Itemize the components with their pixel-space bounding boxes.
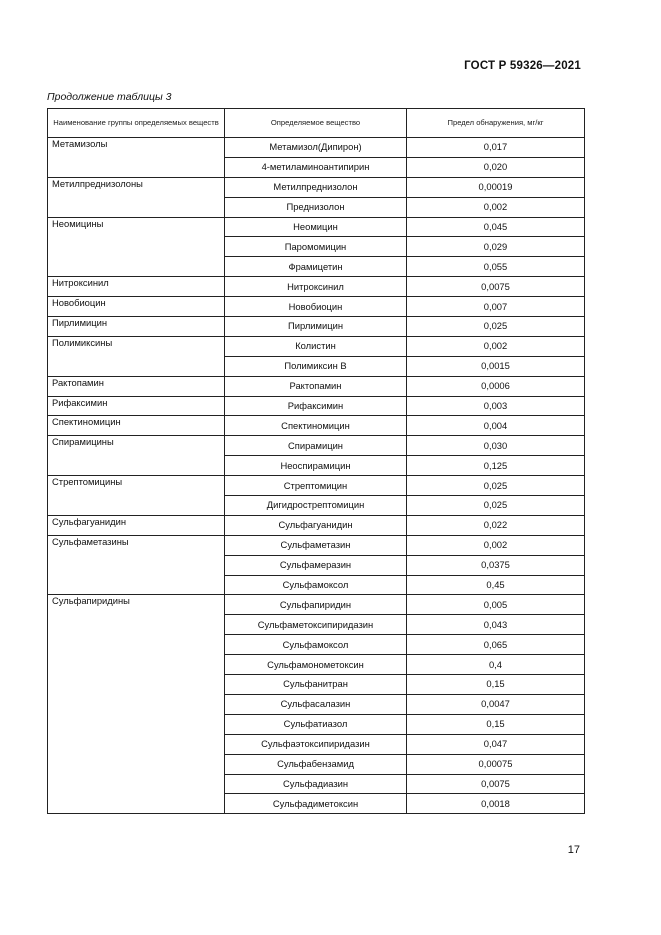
substance-cell: Преднизолон bbox=[225, 197, 407, 217]
group-name-cell: Спектиномицин bbox=[48, 416, 225, 436]
table-row bbox=[48, 277, 585, 297]
substance-cell: Сульфатиазол bbox=[225, 714, 407, 734]
detection-limits-table bbox=[47, 108, 585, 814]
table-caption: Продолжение таблицы 3 bbox=[47, 91, 172, 103]
substance-cell: Сульфамеразин bbox=[225, 555, 407, 575]
detection-limit-cell: 0,002 bbox=[407, 336, 585, 356]
table-row bbox=[48, 336, 585, 356]
substance-cell: Неоспирамицин bbox=[225, 456, 407, 476]
group-name-cell: Нитроксинил bbox=[48, 277, 225, 297]
column-header-limit: Предел обнаружения, мг/кг bbox=[407, 109, 585, 138]
substance-cell: Дигидрострептомицин bbox=[225, 496, 407, 516]
column-header-substance: Определяемое вещество bbox=[225, 109, 407, 138]
detection-limit-cell: 0,002 bbox=[407, 535, 585, 555]
substance-cell: Нитроксинил bbox=[225, 277, 407, 297]
detection-limit-cell: 0,065 bbox=[407, 635, 585, 655]
detection-limit-cell: 0,0006 bbox=[407, 376, 585, 396]
detection-limit-cell: 0,029 bbox=[407, 237, 585, 257]
table-row bbox=[48, 535, 585, 555]
group-name-cell: Пирлимицин bbox=[48, 317, 225, 337]
substance-cell: Сульфамоксол bbox=[225, 635, 407, 655]
table-row bbox=[48, 436, 585, 456]
table-row bbox=[48, 376, 585, 396]
substance-cell: Паромомицин bbox=[225, 237, 407, 257]
substance-cell: Сульфаэтоксипиридазин bbox=[225, 734, 407, 754]
group-name-cell: Спирамицины bbox=[48, 436, 225, 476]
group-name-cell: Метамизолы bbox=[48, 138, 225, 178]
detection-limit-cell: 0,025 bbox=[407, 476, 585, 496]
group-name-cell: Сульфагуанидин bbox=[48, 515, 225, 535]
detection-limit-cell: 0,15 bbox=[407, 714, 585, 734]
substance-cell: Метилпреднизолон bbox=[225, 177, 407, 197]
substance-cell: Сульфаметоксипиридазин bbox=[225, 615, 407, 635]
group-name-cell: Новобиоцин bbox=[48, 297, 225, 317]
detection-limit-cell: 0,043 bbox=[407, 615, 585, 635]
detection-limit-cell: 0,002 bbox=[407, 197, 585, 217]
table-row bbox=[48, 416, 585, 436]
substance-cell: Сульфамоксол bbox=[225, 575, 407, 595]
substance-cell: Новобиоцин bbox=[225, 297, 407, 317]
group-name-cell: Неомицины bbox=[48, 217, 225, 277]
page-number: 17 bbox=[567, 844, 580, 856]
substance-cell: Сульфаметазин bbox=[225, 535, 407, 555]
substance-cell: Сульфапиридин bbox=[225, 595, 407, 615]
detection-limit-cell: 0,022 bbox=[407, 515, 585, 535]
table-row bbox=[48, 177, 585, 197]
substance-cell: Рифаксимин bbox=[225, 396, 407, 416]
detection-limit-cell: 0,004 bbox=[407, 416, 585, 436]
substance-cell: Колистин bbox=[225, 336, 407, 356]
detection-limit-cell: 0,045 bbox=[407, 217, 585, 237]
detection-limit-cell: 0,025 bbox=[407, 496, 585, 516]
table-row bbox=[48, 138, 585, 158]
substance-cell: Сульфадиметоксин bbox=[225, 794, 407, 814]
table-row bbox=[48, 297, 585, 317]
substance-cell: Сульфанитран bbox=[225, 675, 407, 695]
substance-cell: Пирлимицин bbox=[225, 317, 407, 337]
group-name-cell: Сульфаметазины bbox=[48, 535, 225, 595]
column-header-group: Наименование группы определяемых веществ bbox=[48, 109, 225, 138]
table-row bbox=[48, 317, 585, 337]
substance-cell: Стрептомицин bbox=[225, 476, 407, 496]
substance-cell: Сульфагуанидин bbox=[225, 515, 407, 535]
table-row bbox=[48, 515, 585, 535]
substance-cell: Сульфамонометоксин bbox=[225, 655, 407, 675]
substance-cell: Метамизол(Дипирон) bbox=[225, 138, 407, 158]
table-header-row bbox=[48, 109, 585, 138]
detection-limit-cell: 0,0075 bbox=[407, 277, 585, 297]
table-row bbox=[48, 396, 585, 416]
detection-limit-cell: 0,45 bbox=[407, 575, 585, 595]
detection-limit-cell: 0,055 bbox=[407, 257, 585, 277]
detection-limit-cell: 0,017 bbox=[407, 138, 585, 158]
group-name-cell: Рактопамин bbox=[48, 376, 225, 396]
detection-limit-cell: 0,00075 bbox=[407, 754, 585, 774]
detection-limit-cell: 0,00019 bbox=[407, 177, 585, 197]
group-name-cell: Метилпреднизолоны bbox=[48, 177, 225, 217]
substance-cell: Спектиномицин bbox=[225, 416, 407, 436]
detection-limit-cell: 0,007 bbox=[407, 297, 585, 317]
detection-limit-cell: 0,15 bbox=[407, 675, 585, 695]
substance-cell: Сульфабензамид bbox=[225, 754, 407, 774]
substance-cell: Рактопамин bbox=[225, 376, 407, 396]
detection-limit-cell: 0,0375 bbox=[407, 555, 585, 575]
substance-cell: Сульфасалазин bbox=[225, 694, 407, 714]
detection-limit-cell: 0,0075 bbox=[407, 774, 585, 794]
table-body bbox=[48, 138, 585, 814]
detection-limit-cell: 0,4 bbox=[407, 655, 585, 675]
table-row bbox=[48, 476, 585, 496]
substance-cell: Спирамицин bbox=[225, 436, 407, 456]
document-code: ГОСТ Р 59326—2021 bbox=[464, 60, 581, 72]
table-row bbox=[48, 217, 585, 237]
group-name-cell: Стрептомицины bbox=[48, 476, 225, 516]
detection-limit-cell: 0,125 bbox=[407, 456, 585, 476]
group-name-cell: Сульфапиридины bbox=[48, 595, 225, 814]
detection-limit-cell: 0,003 bbox=[407, 396, 585, 416]
detection-limit-cell: 0,025 bbox=[407, 317, 585, 337]
substance-cell: Сульфадиазин bbox=[225, 774, 407, 794]
detection-limit-cell: 0,0047 bbox=[407, 694, 585, 714]
substance-cell: Полимиксин В bbox=[225, 356, 407, 376]
group-name-cell: Полимиксины bbox=[48, 336, 225, 376]
substance-cell: Неомицин bbox=[225, 217, 407, 237]
substance-cell: Фрамицетин bbox=[225, 257, 407, 277]
detection-limit-cell: 0,047 bbox=[407, 734, 585, 754]
detection-limit-cell: 0,005 bbox=[407, 595, 585, 615]
detection-limit-cell: 0,030 bbox=[407, 436, 585, 456]
detection-limit-cell: 0,0018 bbox=[407, 794, 585, 814]
detection-limit-cell: 0,0015 bbox=[407, 356, 585, 376]
table-row bbox=[48, 595, 585, 615]
group-name-cell: Рифаксимин bbox=[48, 396, 225, 416]
detection-limit-cell: 0,020 bbox=[407, 157, 585, 177]
substance-cell: 4-метиламиноантипирин bbox=[225, 157, 407, 177]
